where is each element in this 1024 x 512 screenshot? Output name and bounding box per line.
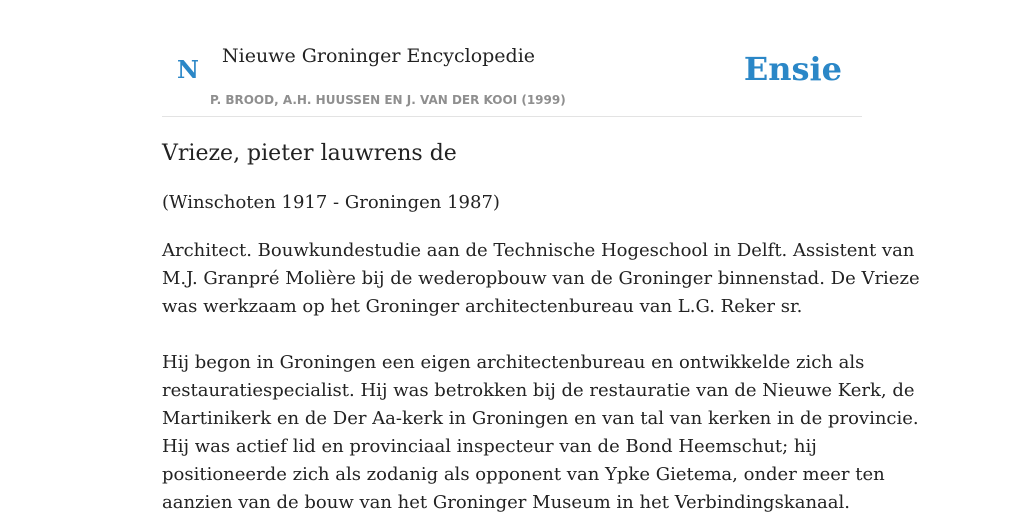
paragraph-line: restauratiespecialist. Hij was betrokken bij de restauratie van de Nieuwe Kerk, de: [162, 380, 915, 401]
encyclopedia-title-link[interactable]: Nieuwe Groninger Encyclopedie: [222, 45, 536, 67]
paragraph-line: Hij was actief lid en provinciaal inspecteur van de Bond Heemschut; hij: [162, 436, 817, 457]
encyclopedia-logo[interactable]: N: [177, 55, 199, 84]
paragraph-line: Hij begon in Groningen een eigen architectenbureau en ontwikkelde zich als: [162, 352, 865, 373]
encyclopedia-header: [162, 0, 862, 117]
paragraph-line: was werkzaam op het Groninger architectenbureau van L.G. Reker sr.: [162, 296, 803, 317]
entry-title: Vrieze, pieter lauwrens de: [162, 141, 457, 166]
ensie-logo[interactable]: Ensie: [743, 50, 842, 88]
paragraph-line: positioneerde zich als zodanig als opponent van Ypke Gietema, onder meer ten: [162, 464, 885, 485]
entry-content: [162, 139, 920, 512]
entry-lifespan: (Winschoten 1917 - Groningen 1987): [162, 192, 500, 213]
encyclopedia-authors: P. BROOD, A.H. HUUSSEN EN J. VAN DER KOOI (1999): [210, 93, 566, 107]
paragraph-line: aanzien van de bouw van het Groninger Museum in het Verbindingskanaal.: [162, 492, 850, 512]
paragraph-line: M.J. Granpré Molière bij de wederopbouw van de Groninger binnenstad. De Vrieze: [162, 268, 920, 289]
entry-paragraph: [162, 237, 920, 321]
entry-paragraph: [162, 349, 919, 512]
paragraph-line: Martinikerk en de Der Aa-kerk in Groningen en van tal van kerken in de provincie.: [162, 408, 919, 429]
paragraph-line: Architect. Bouwkundestudie aan de Technische Hogeschool in Delft. Assistent van: [162, 240, 915, 261]
